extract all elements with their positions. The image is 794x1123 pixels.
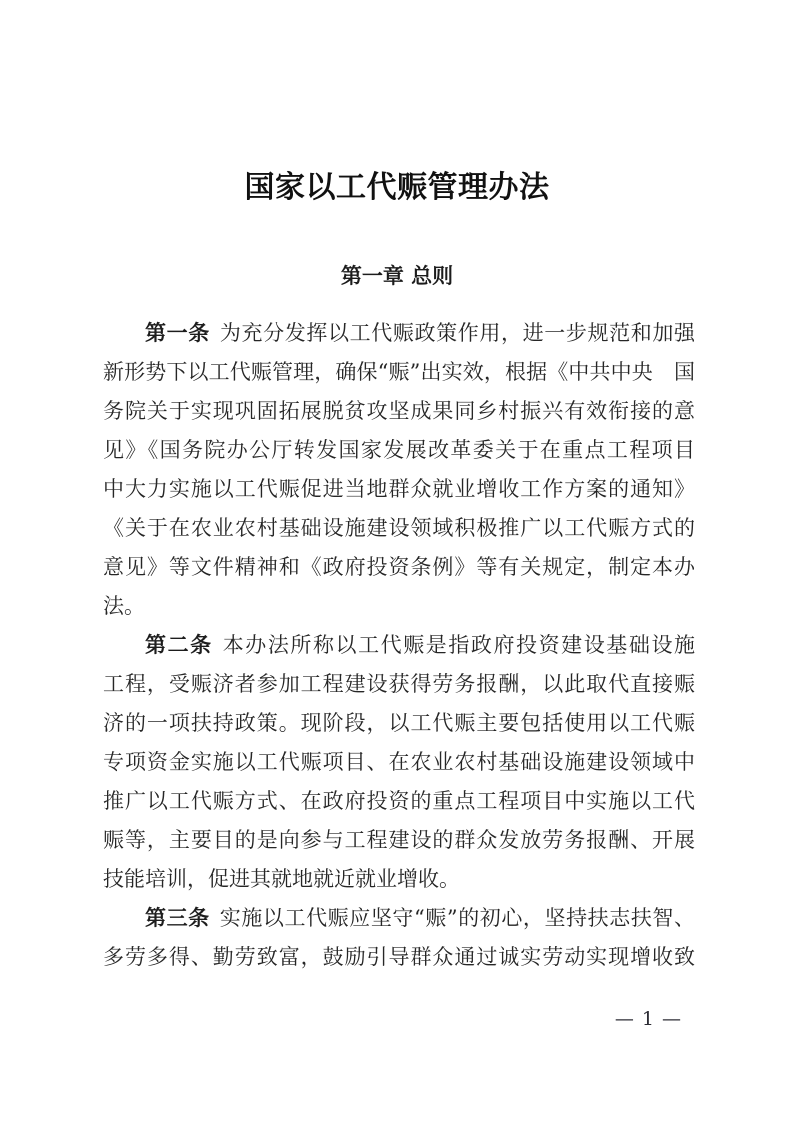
text-line: 意见》等文件精神和《政府投资条例》等有关规定，制定本办	[103, 555, 695, 579]
page-number: — 1 —	[614, 1008, 682, 1030]
chapter-heading: 第一章 总则	[340, 264, 454, 288]
document-body	[103, 314, 695, 977]
text-line: 第一条 为充分发挥以工代赈政策作用，进一步规范和加强	[145, 321, 695, 345]
text-line: 见》《国务院办公厅转发国家发展改革委关于在重点工程项目	[103, 438, 695, 462]
text-line: 第三条 实施以工代赈应坚守“赈”的初心，坚持扶志扶智、	[145, 906, 695, 930]
text-line: 第二条 本办法所称以工代赈是指政府投资建设基础设施	[145, 633, 696, 657]
text-line: 赈等，主要目的是向参与工程建设的群众发放劳务报酬、开展	[103, 828, 695, 852]
text-line: 务院关于实现巩固拓展脱贫攻坚成果同乡村振兴有效衔接的意	[103, 399, 695, 423]
article-number-label: 第二条	[145, 633, 213, 657]
text-line: 技能培训，促进其就地就近就业增收。	[103, 867, 460, 891]
text-line: 工程，受赈济者参加工程建设获得劳务报酬，以此取代直接赈	[103, 672, 695, 696]
text-line: 多劳多得、勤劳致富，鼓励引导群众通过诚实劳动实现增收致	[103, 945, 695, 969]
text-line: 法。	[103, 594, 145, 618]
text-line: 专项资金实施以工代赈项目、在农业农村基础设施建设领域中	[103, 750, 695, 774]
text-line: 中大力实施以工代赈促进当地群众就业增收工作方案的通知》	[103, 477, 695, 501]
text-line: 《关于在农业农村基础设施建设领域积极推广以工代赈方式的	[103, 516, 695, 540]
text-line: 推广以工代赈方式、在政府投资的重点工程项目中实施以工代	[103, 789, 695, 813]
article-number-label: 第三条	[145, 906, 210, 930]
text-line: 新形势下以工代赈管理，确保“赈”出实效，根据《中共中央 国	[103, 360, 695, 384]
document-title: 国家以工代赈管理办法	[244, 170, 550, 205]
article-number-label: 第一条	[145, 321, 210, 345]
text-line: 济的一项扶持政策。现阶段，以工代赈主要包括使用以工代赈	[103, 711, 695, 735]
